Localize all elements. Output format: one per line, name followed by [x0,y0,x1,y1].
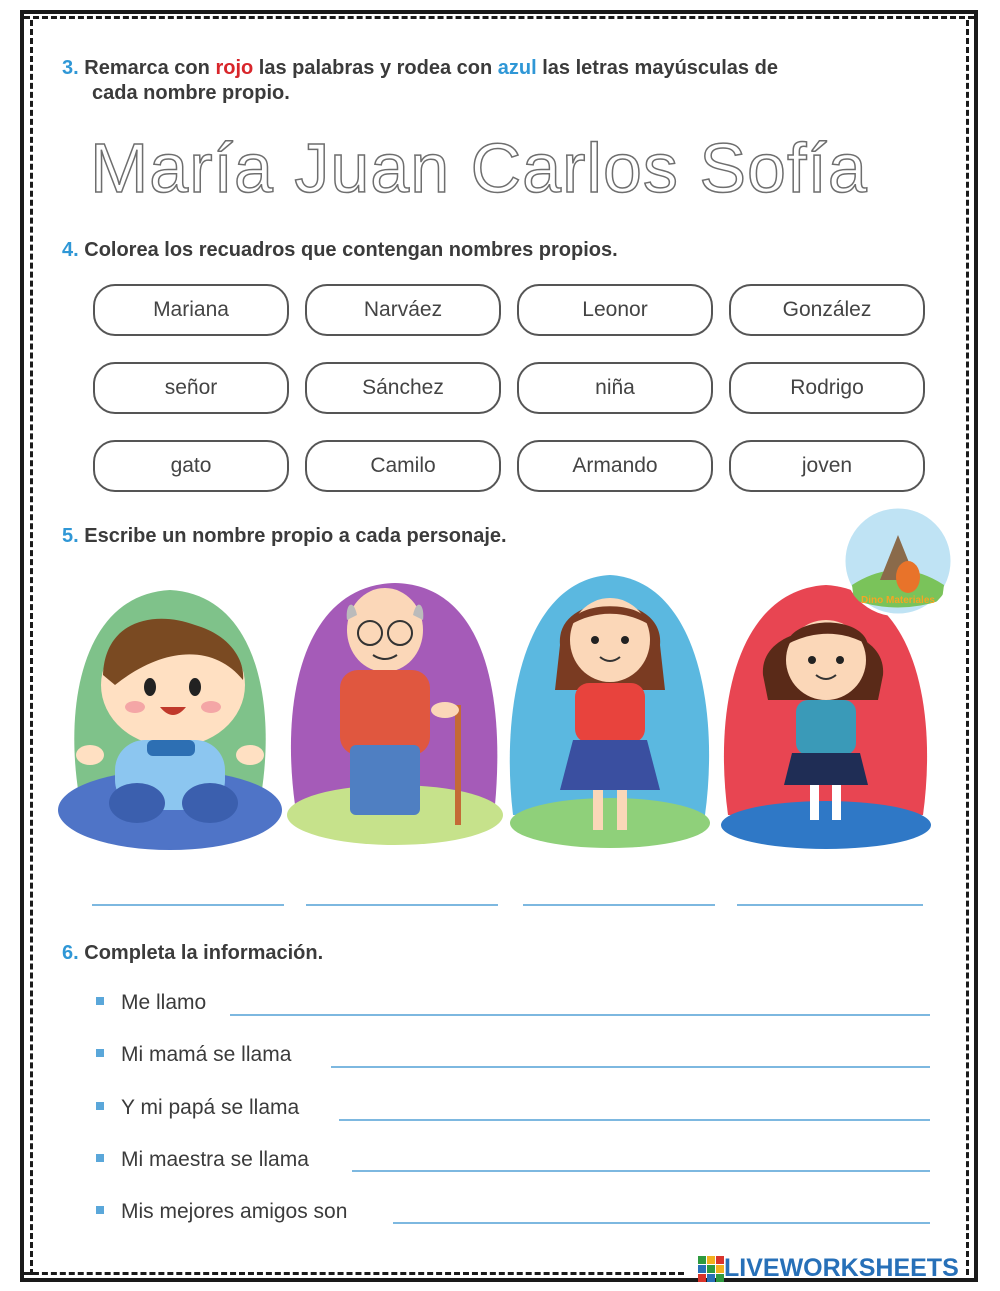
section3-text-b: las palabras y rodea con [258,57,493,79]
brand-text: LIVEWORKSHEETS [724,1254,959,1282]
section3-text-c: las letras mayúsculas de [542,57,778,79]
bullet-icon [96,997,104,1005]
section5-number: 5. [62,525,79,547]
info-line[interactable] [393,1222,930,1224]
section4-instruction [62,238,618,263]
section6-text: Completa la información. [84,942,324,964]
bullet-icon [96,1206,104,1214]
section3-number: 3. [62,57,79,79]
info-line[interactable] [352,1170,930,1172]
section3-instruction [62,56,942,106]
liveworksheets-brand [698,1254,959,1283]
frame-dash-top [24,16,974,19]
name-box[interactable]: Armando [517,440,713,492]
name-box[interactable]: Narváez [305,284,501,336]
info-line[interactable] [331,1066,930,1068]
liveworksheets-icon [698,1256,724,1282]
answer-line[interactable] [306,904,498,906]
name-box[interactable]: Rodrigo [729,362,925,414]
section5-text: Escribe un nombre propio a cada personaje. [84,525,507,547]
grandpa-illustration [285,575,505,845]
name-box[interactable]: niña [517,362,713,414]
girl-illustration [505,565,715,850]
section6-instruction [62,941,323,966]
frame-dash-right [966,20,969,1275]
word-rojo: rojo [215,57,254,79]
section3-text-a: Remarca con [84,57,210,79]
svg-text:Dino Materiales: Dino Materiales [861,595,935,606]
frame-dash-bottom [24,1272,684,1275]
section4-number: 4. [62,239,79,261]
answer-line[interactable] [737,904,923,906]
name-box[interactable]: Mariana [93,284,289,336]
name-box[interactable]: Sánchez [305,362,501,414]
name-box[interactable]: González [729,284,925,336]
answer-line[interactable] [523,904,715,906]
name-box[interactable]: señor [93,362,289,414]
answer-line[interactable] [92,904,284,906]
info-label: Mis mejores amigos son [121,1200,348,1223]
name-box[interactable]: Camilo [305,440,501,492]
info-line[interactable] [339,1119,930,1121]
word-azul: azul [497,57,537,79]
dino-materiales-logo [842,505,954,617]
info-label: Mi maestra se llama [121,1148,309,1171]
name-box[interactable]: gato [93,440,289,492]
info-label: Y mi papá se llama [121,1096,300,1119]
name-box[interactable]: joven [729,440,925,492]
section3-text-d: cada nombre propio. [92,82,290,104]
info-label: Me llamo [121,991,207,1014]
info-line[interactable] [230,1014,930,1016]
bullet-icon [96,1102,104,1110]
proper-names-outline[interactable]: María Juan Carlos Sofía [90,129,868,207]
section5-instruction [62,524,507,549]
baby-illustration [55,575,285,860]
section6-number: 6. [62,942,79,964]
bullet-icon [96,1154,104,1162]
section4-text: Colorea los recuadros que contengan nombres propios. [84,239,618,261]
info-label: Mi mamá se llama [121,1043,292,1066]
name-box[interactable]: Leonor [517,284,713,336]
bullet-icon [96,1049,104,1057]
frame-dash-left [30,20,33,1275]
